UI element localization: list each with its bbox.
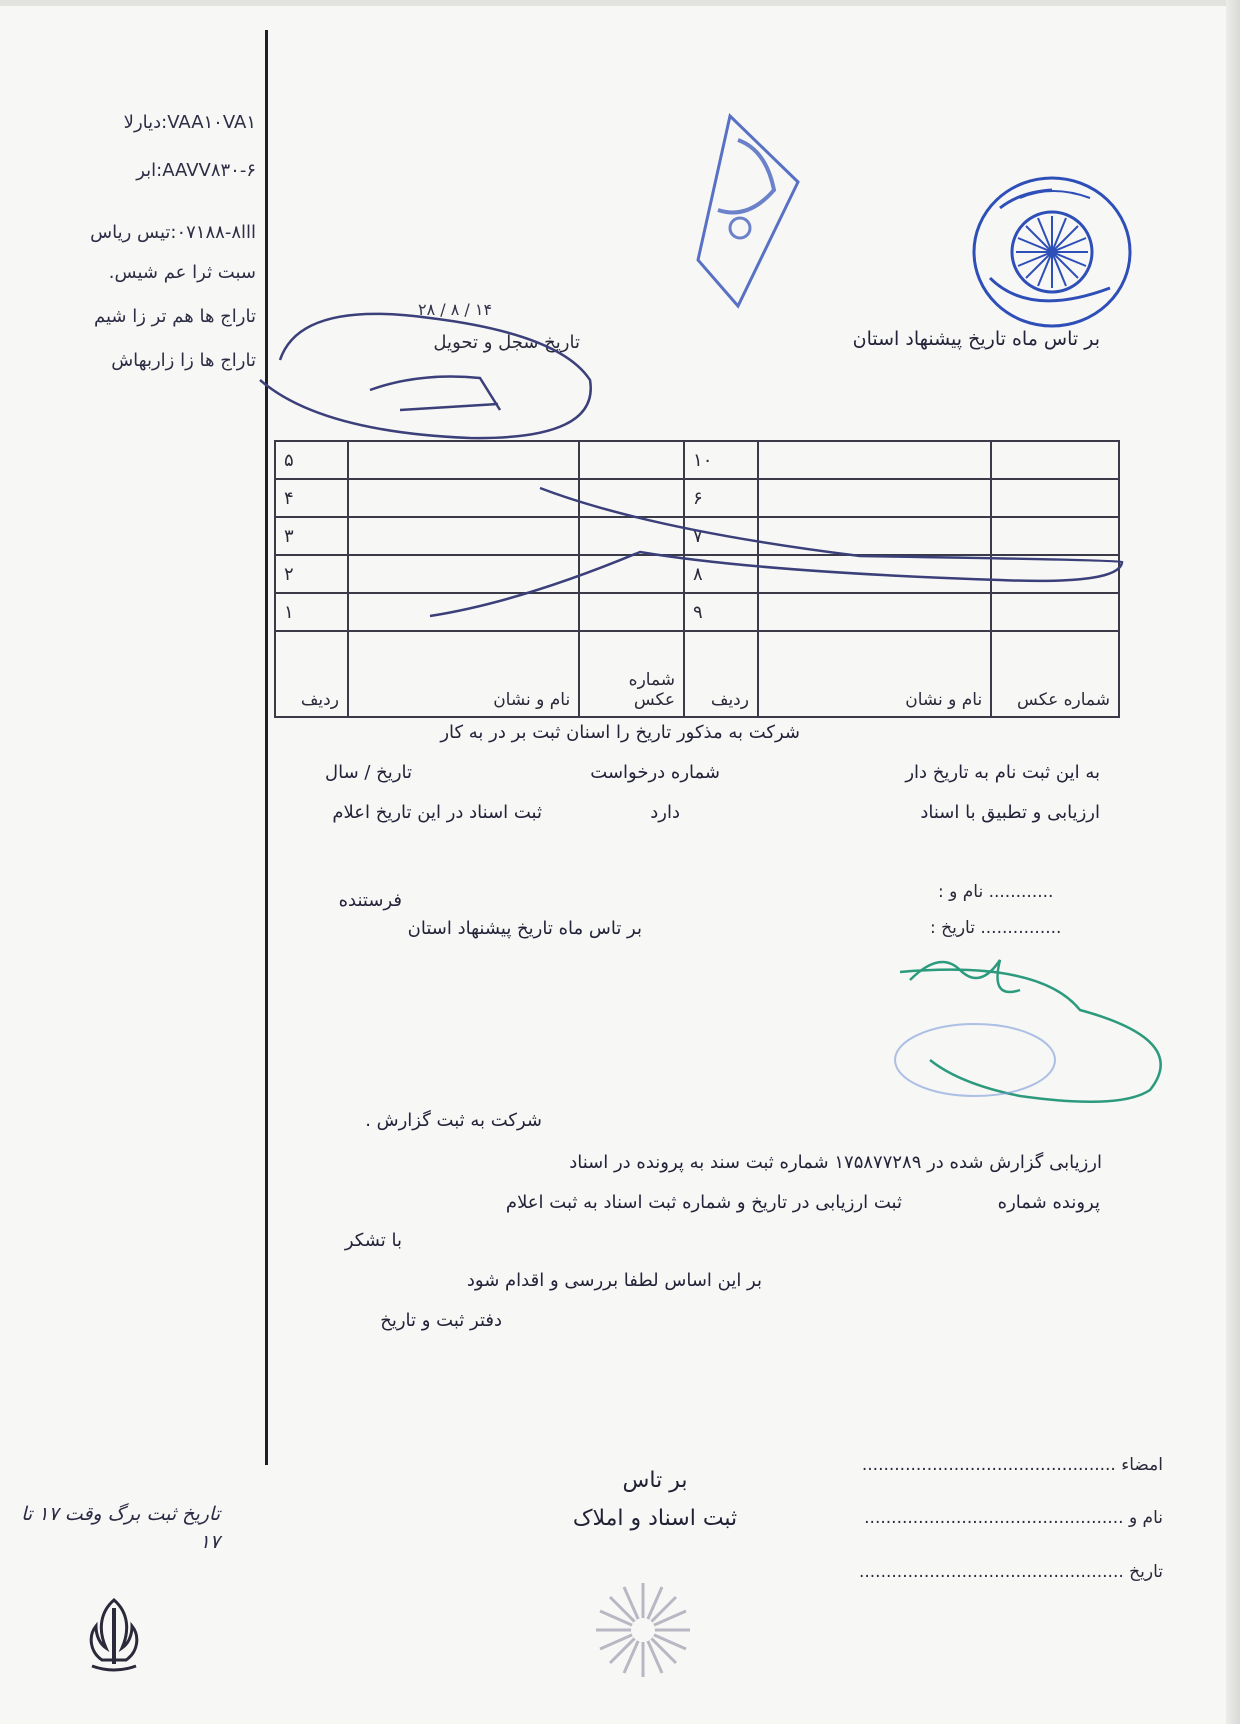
header-right-title: بر تاس ماه تاریخ پیشنهاد استان bbox=[852, 328, 1100, 350]
table-cell bbox=[348, 517, 579, 555]
round-seal-stamp bbox=[960, 168, 1138, 336]
table-cell bbox=[991, 441, 1119, 479]
table-cell bbox=[758, 441, 991, 479]
office-title bbox=[520, 1462, 790, 1538]
table-cell: ۵ bbox=[275, 441, 348, 479]
body-line: پرونده شماره bbox=[997, 1192, 1100, 1213]
sidebar-line: سبت ثرا عم شیس. bbox=[108, 262, 256, 283]
table-cell bbox=[348, 555, 579, 593]
table-cell bbox=[579, 441, 684, 479]
body-line: شماره درخواست bbox=[590, 762, 720, 783]
pen-hook-mark bbox=[400, 404, 498, 410]
signature-dots: ................................................ bbox=[864, 1508, 1124, 1528]
name-dots: ............ bbox=[988, 882, 1054, 902]
signature-row bbox=[864, 1508, 1163, 1528]
sidebar-line: تاراج ها زا زاربهاش bbox=[111, 350, 256, 371]
table-cell bbox=[758, 593, 991, 631]
table-header-cell: شماره عکس bbox=[579, 631, 684, 717]
body-line: به این ثبت نام به تاریخ دار bbox=[905, 762, 1100, 783]
body-line: ثبت اسناد در این تاریخ اعلام bbox=[332, 802, 542, 823]
table-header-cell: نام و نشان bbox=[348, 631, 579, 717]
table-cell: ۴ bbox=[275, 479, 348, 517]
body-line: ارزیابی گزارش شده در ۱۷۵۸۷۷۲۸۹ شماره ثبت سند به پرونده در اسناد bbox=[569, 1152, 1102, 1173]
table-cell bbox=[991, 555, 1119, 593]
header-left-title: تاریخ سجل و تحويل bbox=[433, 332, 580, 353]
table-cell: ۶ bbox=[684, 479, 758, 517]
table-cell: ۲ bbox=[275, 555, 348, 593]
table-header-cell: نام و نشان bbox=[758, 631, 991, 717]
margin-divider bbox=[265, 30, 268, 1465]
signature-dots: ............................................... bbox=[861, 1455, 1116, 1475]
body-line: دفتر ثبت و تاریخ bbox=[380, 1310, 502, 1331]
green-signature bbox=[910, 960, 1020, 992]
table-row bbox=[275, 593, 1119, 631]
signature-label: تاریخ bbox=[1129, 1562, 1163, 1582]
page-edge-top bbox=[0, 0, 1240, 6]
sender-line: بر تاس ماه تاریخ پیشنهاد استان bbox=[407, 918, 642, 939]
records-table bbox=[274, 440, 1120, 718]
date-field bbox=[930, 918, 1061, 938]
table-cell bbox=[579, 517, 684, 555]
date-label: تاریخ : bbox=[930, 918, 975, 938]
table-cell bbox=[991, 479, 1119, 517]
sidebar-line: VAA۱۰VA۱:دیارلا bbox=[123, 112, 256, 133]
office-logo-icon bbox=[588, 1575, 698, 1685]
handwritten-fax-note: تاريخ ثبت برگ وقت ۱۷ تا ۱۷ bbox=[21, 1503, 220, 1553]
signature-dots: ................................................. bbox=[858, 1562, 1124, 1582]
body-line: بر این اساس لطفا بررسی و اقدام شود bbox=[466, 1270, 762, 1291]
body-line: شرکت به مذکور تاریخ را اسنان ثبت بر در به کار bbox=[440, 722, 800, 743]
table-cell: ۱ bbox=[275, 593, 348, 631]
table-cell: ۷ bbox=[684, 517, 758, 555]
sender-label: فرستنده bbox=[338, 890, 402, 911]
table-cell bbox=[991, 593, 1119, 631]
name-field bbox=[938, 882, 1053, 902]
national-emblem-icon bbox=[70, 1590, 158, 1678]
signature-row bbox=[861, 1455, 1163, 1475]
body-line: ثبت ارزیابی در تاریخ و شماره ثبت اسناد به ثبت اعلام bbox=[505, 1192, 902, 1213]
faint-stamp bbox=[895, 1024, 1055, 1096]
table-header-row bbox=[275, 631, 1119, 717]
body-line: با تشکر bbox=[344, 1230, 402, 1251]
table-cell bbox=[348, 441, 579, 479]
sidebar-line: ااا۸-۰۷۱۸۸:تیس ریاس bbox=[90, 222, 256, 243]
table-cell bbox=[991, 517, 1119, 555]
table-cell bbox=[348, 593, 579, 631]
handwritten-date-note: ۲۸ / ۸ / ۱۴ bbox=[418, 300, 493, 319]
table-row bbox=[275, 517, 1119, 555]
green-signature-oval bbox=[900, 970, 1161, 1102]
table-cell: ۸ bbox=[684, 555, 758, 593]
body-line: تاریخ / سال bbox=[325, 762, 412, 783]
table-header-cell: ردیف bbox=[275, 631, 348, 717]
table-cell bbox=[579, 555, 684, 593]
table-row bbox=[275, 441, 1119, 479]
table-row bbox=[275, 555, 1119, 593]
table-row bbox=[275, 479, 1119, 517]
sidebar-line: AAVV۸۳۰-۶:ابر bbox=[136, 160, 256, 181]
table-cell bbox=[579, 593, 684, 631]
body-line: شرکت به ثبت گزارش . bbox=[365, 1110, 542, 1131]
signature-label: امضاء bbox=[1121, 1455, 1163, 1475]
date-dots: ............... bbox=[980, 918, 1062, 938]
page-edge-right bbox=[1226, 0, 1240, 1724]
office-title-line: ثبت اسناد و املاک bbox=[572, 1506, 738, 1531]
sidebar-line: تاراج ها هم تر زا شیم bbox=[94, 306, 256, 327]
table-cell: ۳ bbox=[275, 517, 348, 555]
signature-row bbox=[858, 1562, 1163, 1582]
table-cell: ۱۰ bbox=[684, 441, 758, 479]
table-cell bbox=[758, 517, 991, 555]
pen-hook-mark bbox=[370, 377, 500, 411]
table-header-cell: ردیف bbox=[684, 631, 758, 717]
table-cell: ۹ bbox=[684, 593, 758, 631]
table-cell bbox=[348, 479, 579, 517]
table-header-cell: شماره عکس bbox=[991, 631, 1119, 717]
table-cell bbox=[758, 479, 991, 517]
diagonal-stamp bbox=[678, 110, 828, 310]
body-line: ارزیابی و تطبیق با اسناد bbox=[920, 802, 1100, 823]
table-cell bbox=[579, 479, 684, 517]
name-label: نام و : bbox=[938, 882, 984, 902]
body-line: دارد bbox=[650, 802, 680, 823]
table-cell bbox=[758, 555, 991, 593]
signature-label: نام و bbox=[1128, 1508, 1163, 1528]
office-title-line: بر تاس bbox=[622, 1468, 688, 1493]
